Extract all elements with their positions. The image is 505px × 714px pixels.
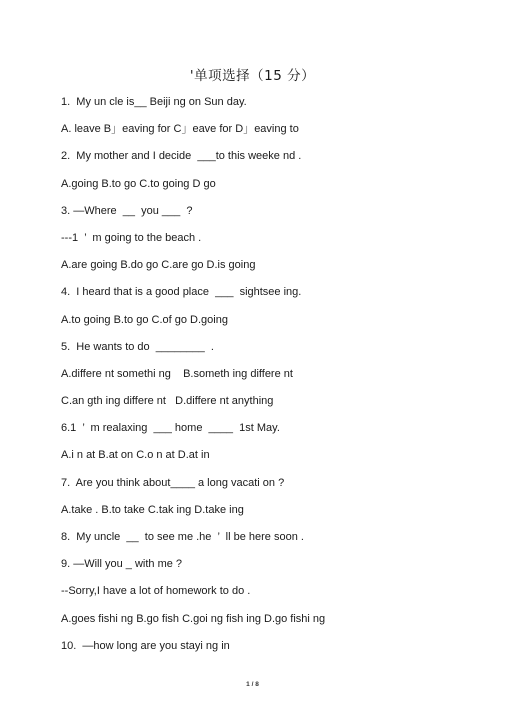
answer-options-line: A.take . B.to take C.tak ing D.take ing: [61, 503, 244, 516]
question-line: 8. My uncle __ to see me .he ’ ll be here soon .: [61, 531, 304, 543]
section-title: '单项选择（15 分）: [189, 68, 316, 84]
answer-options-line: A.going B.to go C.to going D go: [61, 177, 216, 190]
answer-options-line: A.differe nt somethi ng B.someth ing differe nt: [61, 367, 293, 380]
question-line: 5. He wants to do ________ .: [61, 340, 214, 353]
question-line: 6.1 ’ m realaxing ___ home ____ 1st May.: [61, 422, 280, 435]
dialogue-line: ---1 ’ m going to the beach .: [61, 231, 202, 244]
answer-options-line: C.an gth ing differe nt D.differe nt anything: [61, 395, 274, 408]
answer-options-line: A.to going B.to go C.of go D.going: [61, 313, 228, 326]
question-list: [61, 95, 491, 666]
question-line: 3. —Where __ you ___ ?: [61, 204, 193, 217]
question-line: 9. —Will you _ with me ?: [61, 558, 183, 571]
question-line: 10. —how long are you stayi ng in: [61, 639, 230, 652]
answer-options-line: A.i n at B.at on C.o n at D.at in: [61, 449, 210, 462]
question-line: 7. Are you think about____ a long vacati on ?: [61, 476, 285, 489]
question-line: 4. I heard that is a good place ___ sightsee ing.: [61, 286, 302, 299]
dialogue-line: --Sorry,I have a lot of homework to do .: [61, 585, 251, 598]
answer-options-line: A.are going B.do go C.are go D.is going: [61, 259, 256, 272]
answer-options-line: A.goes fishi ng B.go fish C.goi ng fish ing D.go fishi ng: [61, 612, 326, 625]
question-line: 1. My un cle is__ Beiji ng on Sun day.: [61, 96, 247, 108]
page-number: 1 / 8: [246, 681, 259, 688]
question-line: 2. My mother and I decide ___to this weeke nd .: [61, 150, 302, 163]
answer-options-line: A. leave B」eaving for C」eave for D」eaving to: [61, 123, 299, 136]
